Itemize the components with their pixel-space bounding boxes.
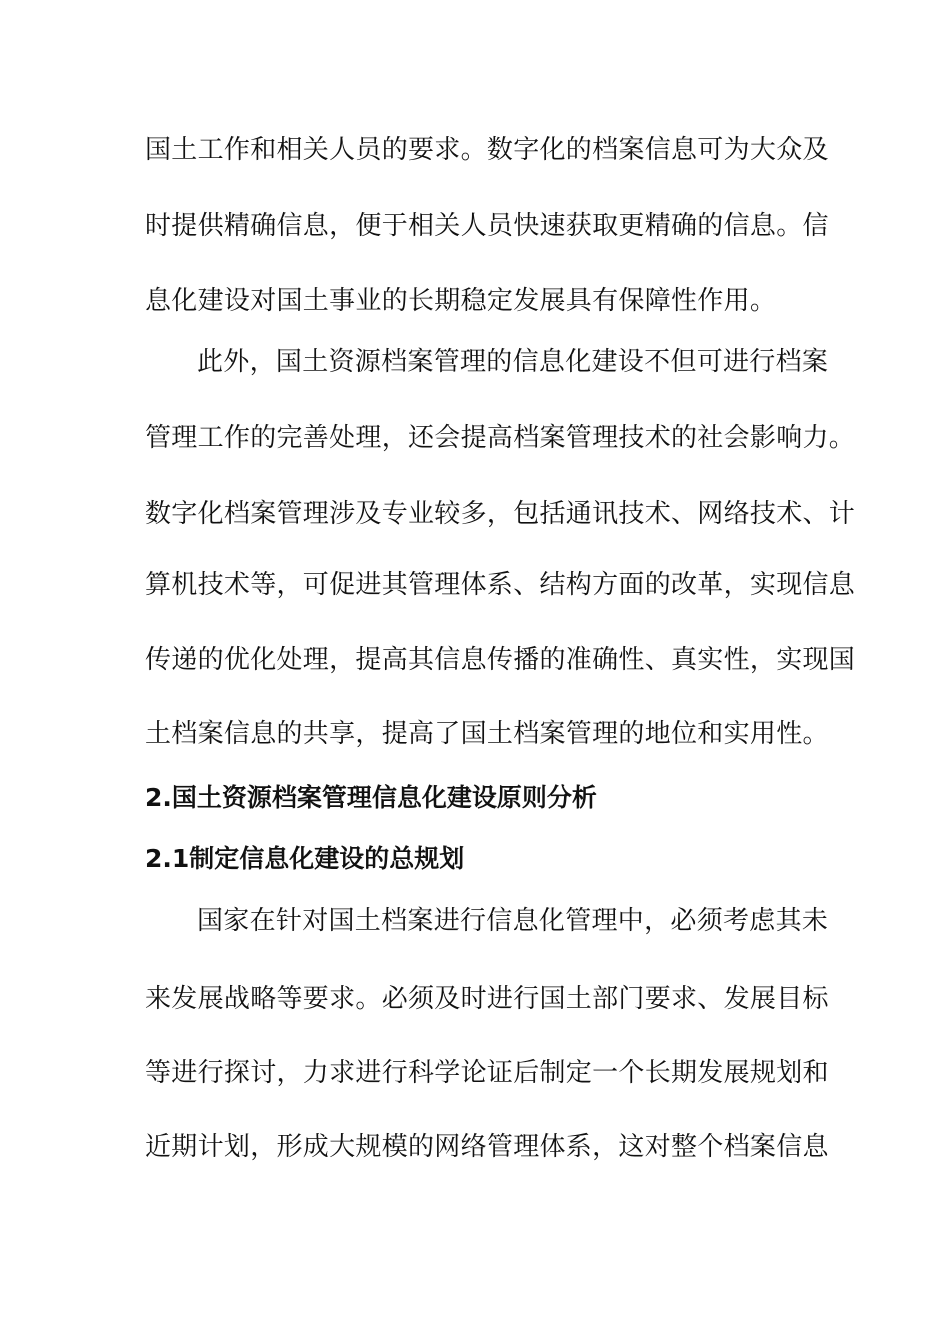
- paragraph-line: 此外，国土资源档案管理的信息化建设不但可进行档案: [197, 347, 829, 377]
- paragraph-line: 传递的优化处理，提高其信息传播的准确性、真实性，实现国: [145, 645, 856, 675]
- paragraph-line: 土档案信息的共享，提高了国土档案管理的地位和实用性。: [145, 719, 829, 749]
- section-heading: 2.国土资源档案管理信息化建设原则分析: [145, 783, 597, 812]
- paragraph-line: 国土工作和相关人员的要求。数字化的档案信息可为大众及: [145, 135, 829, 165]
- paragraph-line: 管理工作的完善处理，还会提高档案管理技术的社会影响力。: [145, 423, 856, 453]
- subsection-heading: 2.1制定信息化建设的总规划: [145, 844, 465, 873]
- paragraph-line: 国家在针对国土档案进行信息化管理中，必须考虑其未: [197, 906, 829, 936]
- paragraph-line: 数字化档案管理涉及专业较多，包括通讯技术、网络技术、计: [145, 499, 856, 529]
- paragraph-line: 来发展战略等要求。必须及时进行国土部门要求、发展目标: [145, 984, 829, 1014]
- paragraph-line: 近期计划，形成大规模的网络管理体系，这对整个档案信息: [145, 1132, 829, 1162]
- paragraph-line: 时提供精确信息，便于相关人员快速获取更精确的信息。信: [145, 211, 829, 241]
- paragraph-line: 等进行探讨，力求进行科学论证后制定一个长期发展规划和: [145, 1058, 829, 1088]
- paragraph-line: 息化建设对国土事业的长期稳定发展具有保障性作用。: [145, 286, 777, 316]
- paragraph-line: 算机技术等，可促进其管理体系、结构方面的改革，实现信息: [145, 570, 856, 600]
